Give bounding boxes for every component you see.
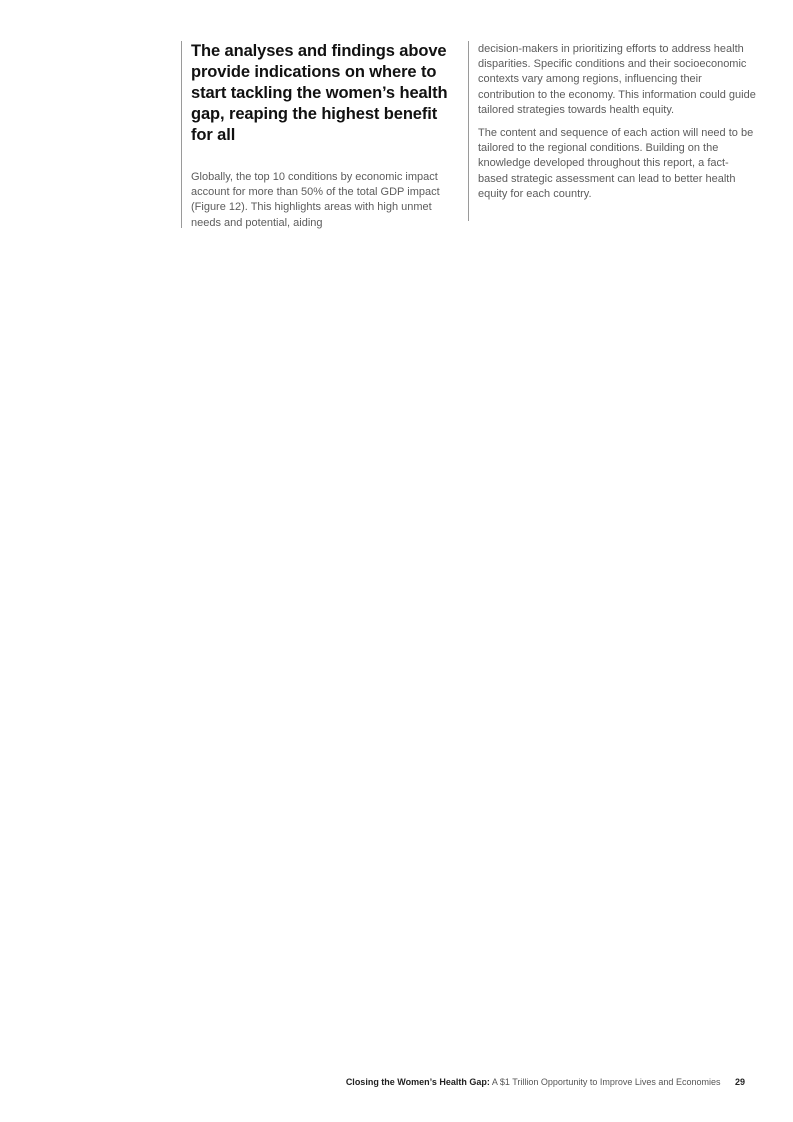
footer-report-subtitle: A $1 Trillion Opportunity to Improve Lives and Economies: [491, 1077, 721, 1087]
left-body-paragraph: Globally, the top 10 conditions by economic impact account for more than 50% of the total GDP impact (Figure 12). This highlights areas with high unmet needs and potential, aiding: [191, 171, 440, 229]
right-column: [468, 41, 758, 221]
page-footer: [346, 1076, 745, 1088]
page-number: 29: [734, 1077, 745, 1087]
footer-report-title: Closing the Women’s Health Gap:: [345, 1077, 490, 1087]
left-column: [181, 41, 457, 228]
section-heading: The analyses and findings above provide indications on where to start tackling the women’s health gap, reaping the highest benefit for all: [191, 42, 448, 144]
right-body-paragraph-1: decision-makers in prioritizing efforts to address health disparities. Specific conditions and their socioeconomic contexts vary among regions, influencing their contribution to the economy. This information could guide tailored strategies towards health equity.: [478, 43, 756, 116]
right-body-paragraph-2: The content and sequence of each action will need to be tailored to the regional conditions. Building on the knowledge developed throughout this report, a fact-based strategic assessment can lead to better health equity for each country.: [478, 127, 754, 200]
